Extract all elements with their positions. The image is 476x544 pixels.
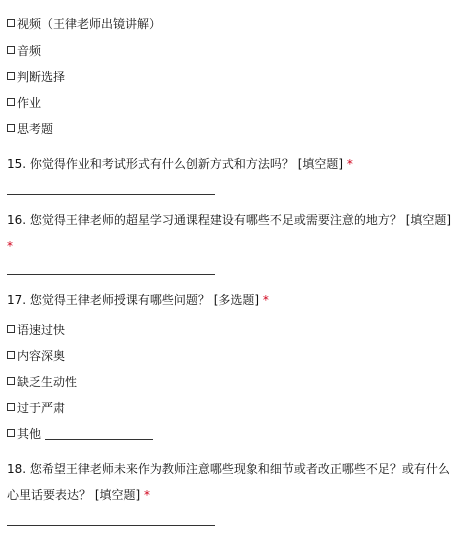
option-audio[interactable] — [7, 42, 41, 60]
option-label: 其他 — [17, 427, 42, 441]
option-homework[interactable] — [7, 94, 41, 112]
required-mark: * — [7, 239, 13, 253]
checkbox-icon[interactable] — [7, 46, 15, 54]
question-text: 17. 您觉得王律老师授课有哪些问题？ [多选题] — [7, 293, 263, 307]
other-input-line[interactable] — [45, 427, 153, 440]
option-label: 作业 — [17, 96, 42, 110]
option-label: 缺乏生动性 — [17, 375, 78, 389]
required-mark: * — [346, 157, 353, 171]
option-other[interactable] — [7, 425, 153, 443]
option-label: 思考题 — [17, 122, 54, 136]
option-too-serious[interactable] — [7, 399, 65, 417]
answer-line-q15[interactable] — [7, 194, 215, 195]
question-18 — [7, 456, 459, 508]
question-text: 18. 您希望王律老师未来作为教师注意哪些现象和细节或者改正哪些不足？或有什么心里话要表达？ [填空题] — [7, 462, 450, 502]
checkbox-icon[interactable] — [7, 19, 15, 27]
checkbox-icon[interactable] — [7, 403, 15, 411]
checkbox-icon[interactable] — [7, 124, 15, 132]
required-mark: * — [144, 488, 150, 502]
option-label: 判断选择 — [17, 70, 66, 84]
answer-line-q18[interactable] — [7, 525, 215, 526]
option-label: 内容深奥 — [17, 349, 66, 363]
checkbox-icon[interactable] — [7, 72, 15, 80]
option-lack-vividness[interactable] — [7, 373, 77, 391]
option-label: 视频（王律老师出镜讲解） — [17, 17, 162, 31]
required-mark: * — [262, 293, 269, 307]
checkbox-icon[interactable] — [7, 429, 15, 437]
question-17 — [7, 287, 459, 313]
question-16 — [7, 207, 459, 259]
option-fast-speech[interactable] — [7, 321, 65, 339]
answer-line-q16[interactable] — [7, 274, 215, 275]
option-video[interactable] — [7, 15, 161, 33]
checkbox-icon[interactable] — [7, 377, 15, 385]
option-judgment[interactable] — [7, 68, 65, 86]
checkbox-icon[interactable] — [7, 325, 15, 333]
question-text: 16. 您觉得王律老师的超星学习通课程建设有哪些不足或需要注意的地方？ [填空题] — [7, 213, 452, 227]
checkbox-icon[interactable] — [7, 351, 15, 359]
option-label: 过于严肃 — [17, 401, 66, 415]
option-label: 语速过快 — [17, 323, 66, 337]
option-label: 音频 — [17, 44, 42, 58]
option-content-deep[interactable] — [7, 347, 65, 365]
checkbox-icon[interactable] — [7, 98, 15, 106]
option-thinking[interactable] — [7, 120, 53, 138]
question-15 — [7, 151, 459, 177]
question-text: 15. 你觉得作业和考试形式有什么创新方式和方法吗？ [填空题] — [7, 157, 347, 171]
